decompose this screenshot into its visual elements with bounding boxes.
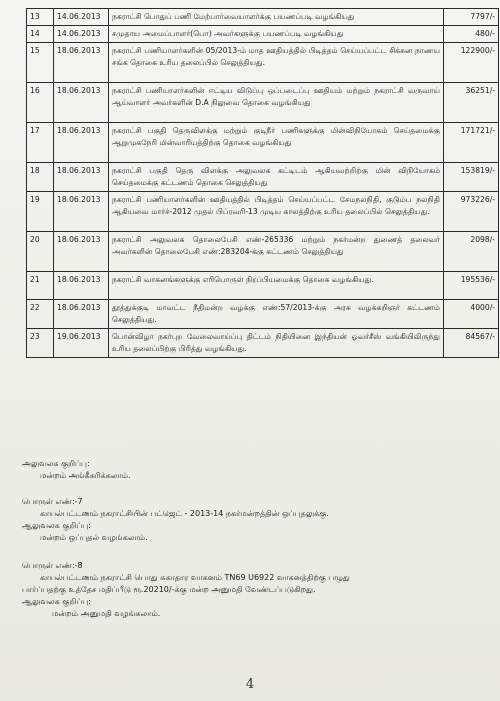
row-description: தூத்துக்குடி மாவட்ட நீதிமன்ற வழக்கு எண்:57/2013-க்கு அரசு வழக்கறிஞர் கட்டணம் செலுத்தியது. (109, 300, 444, 329)
row-date: 18.06.2013 (54, 83, 109, 123)
row-date: 18.06.2013 (54, 272, 109, 300)
row-date: 18.06.2013 (54, 123, 109, 163)
row-number: 20 (27, 232, 54, 272)
row-date: 18.06.2013 (54, 300, 109, 329)
row-amount: 171721/- (444, 123, 499, 163)
item8-note-text: மன்றம் அனுமதி வழங்கலாம். (52, 609, 161, 618)
row-number: 19 (27, 192, 54, 232)
agenda-item-7 (22, 496, 488, 544)
item7-note-text: மன்றம் ஒப்புதல் வழங்கலாம். (40, 533, 148, 542)
table-row (27, 192, 499, 232)
row-amount: 480/- (444, 26, 499, 43)
item7-heading: பொருள் எண்:-7 (22, 497, 83, 506)
row-date: 19.06.2013 (54, 329, 109, 358)
row-number: 14 (27, 26, 54, 43)
row-number: 22 (27, 300, 54, 329)
row-description: பொன்விழா நகர்புற வேலைவாய்ப்பு திட்டம் நிதியினை இந்தியன் ஓவர்சீஸ் வங்கியிலிருந்து உரிய தலைப்பிற்கு பிரித்து வழங்கியது. (109, 329, 444, 358)
row-amount: 122900/- (444, 43, 499, 83)
row-description: நகராட்சி பகுதி தெரு விளக்கு அலுவலக கட்டிடம் ஆகியவற்றிற்கு மின் விநியோகம் செய்தமைக்கு கட்டணம் தொகை செலுத்தியது (109, 163, 444, 192)
item7-subject: காயல்பட்டணம் நகராட்சியின் பட்ஜெட் - 2013-14 நகர்மன்றத்தின் ஒப்புதலுக்கு. (40, 509, 329, 518)
row-amount: 7797/- (444, 9, 499, 26)
table-row (27, 300, 499, 329)
expenditure-table (26, 8, 499, 358)
table-row (27, 329, 499, 358)
page-number: 4 (245, 677, 255, 692)
row-date: 18.06.2013 (54, 232, 109, 272)
table-row (27, 272, 499, 300)
row-description: நகராட்சி பொதுப் பணி மேற்பார்வையாளர்க்கு பயணப்படி வழங்கியது (109, 9, 444, 26)
table-row (27, 43, 499, 83)
row-date: 18.06.2013 (54, 163, 109, 192)
table-row (27, 83, 499, 123)
row-amount: 2098/- (444, 232, 499, 272)
row-amount: 153819/- (444, 163, 499, 192)
item8-subject-line2: பார்ப்பதற்கு உத்தேச மதிப்பீடு ரூ.20210/-க்கு மன்ற அனுமதி வேண்டப்படுகிறது. (22, 585, 316, 594)
row-number: 15 (27, 43, 54, 83)
table-row (27, 123, 499, 163)
row-number: 18 (27, 163, 54, 192)
row-amount: 195536/- (444, 272, 499, 300)
row-description: நகராட்சி பகுதி தெருவிளக்கு மற்றும் குடிநீர் பணிகளுக்கு மின்விநியோகம் செய்தமைக்கு ஆறுமுகநேரி மின்வாரியத்திற்கு தொகை வழங்கியது (109, 123, 444, 163)
row-amount: 4000/- (444, 300, 499, 329)
row-date: 14.06.2013 (54, 26, 109, 43)
row-description: நகராட்சி பணியாளர்களின் ஊதியத்தில் பிடித்தம் செய்யப்பட்ட சேமநலநிதி, குடும்ப நலநிதி ஆகியவை மார்ச்-2012 முதல் பிப்ரவரி-13 முடிய காலத்திற்கு உரிய தலைப்பில் செலுத்தியது. (109, 192, 444, 232)
expenditure-table-body (27, 9, 499, 358)
table-row (27, 9, 499, 26)
row-description: நகராட்சி அலுவலக தொலைபேசி எண்-265336 மற்றும் நகர்மன்ற துணைத் தலைவர் அவர்களின் தொலைபேசி எண்:283204-க்கு கட்டணம் செலுத்தியது (109, 232, 444, 272)
agenda-item-8 (22, 560, 488, 620)
row-date: 18.06.2013 (54, 192, 109, 232)
ledger-office-note (22, 458, 488, 482)
office-note-text: மன்றம் அங்கீகரிக்கலாம். (40, 471, 131, 480)
row-description: நகராட்சி பணியாளர்களின் 05/2013-ம் மாத ஊதியத்தில் பிடித்தம் செய்யப்பட்ட சிக்கன நாணய சங்க தொகை உரிய தலைப்பில் செலுத்தியது. (109, 43, 444, 83)
row-amount: 36251/- (444, 83, 499, 123)
table-row (27, 232, 499, 272)
table-row (27, 163, 499, 192)
item8-heading: பொருள் எண்:-8 (22, 561, 83, 570)
row-description: நகராட்சி பணியாளர்களின் ஈட்டிய விடுப்பு ஒப்படைப்பு ஊதியம் மற்றும் நகராட்சி வருவாய் ஆய்வாளர் அவர்களின் D.A நிலுவை தொகை வழங்கியது (109, 83, 444, 123)
item8-subject-line1: காயல்பட்டணம் நகராட்சி பொது சுகாதார வாகனம் TN69 U6922 வாகனத்திற்கு பழுது (40, 573, 350, 582)
item8-note-label: ஆலுவலக குறிப்பு: (22, 597, 91, 606)
table-row (27, 26, 499, 43)
office-note-label: அலுவலக குறிப்பு: (22, 459, 90, 468)
row-number: 23 (27, 329, 54, 358)
row-number: 17 (27, 123, 54, 163)
row-amount: 973226/- (444, 192, 499, 232)
row-description: சமுதாய அமைப்பாளர்(பொ) அவர்களுக்கு பயணப்படி வழங்கியது (109, 26, 444, 43)
row-number: 16 (27, 83, 54, 123)
row-description: நகராட்சி வாகனங்களுக்கு எரிபொருள் நிரப்பியமைக்கு தொகை வழங்கியது. (109, 272, 444, 300)
item7-note-label: ஆலுவலக குறிப்பு: (22, 521, 91, 530)
row-number: 21 (27, 272, 54, 300)
row-amount: 84567/- (444, 329, 499, 358)
row-number: 13 (27, 9, 54, 26)
row-date: 18.06.2013 (54, 43, 109, 83)
row-date: 14.06.2013 (54, 9, 109, 26)
